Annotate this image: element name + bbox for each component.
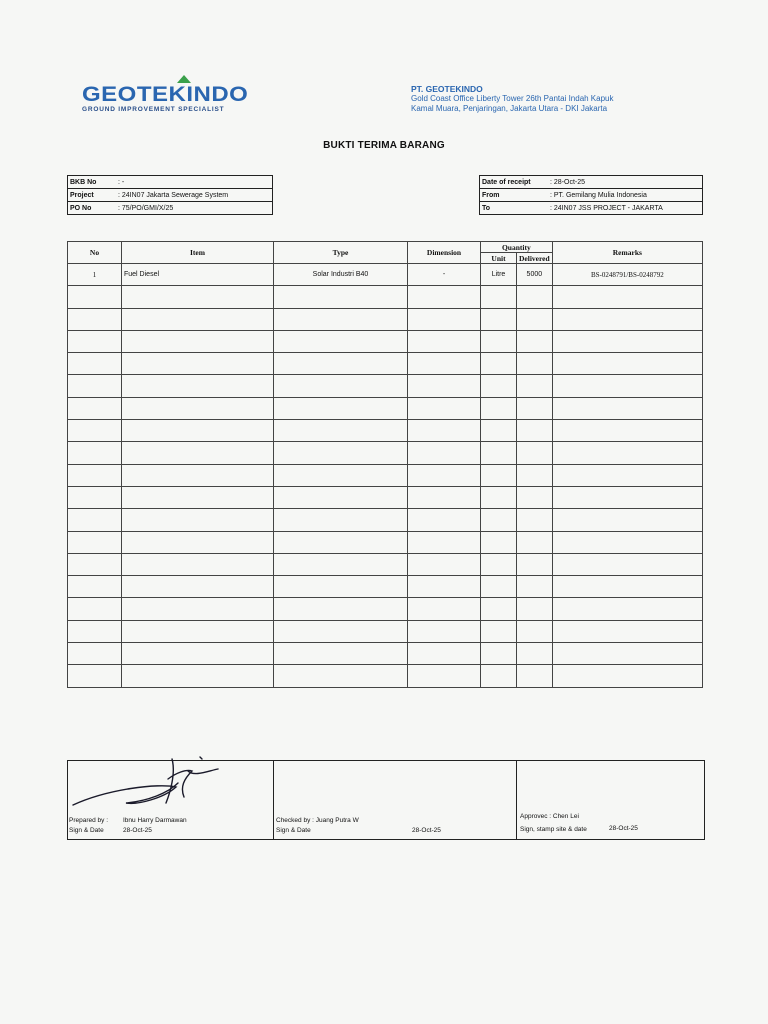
cell-unit xyxy=(481,330,517,352)
cell-unit xyxy=(481,397,517,419)
info-label: BKB No xyxy=(68,176,117,189)
checked-sign-label: Sign & Date xyxy=(276,827,311,834)
cell-type xyxy=(274,553,408,575)
cell-delivered xyxy=(517,665,553,687)
approved-by-cell xyxy=(516,761,704,839)
cell-remarks xyxy=(552,486,702,508)
cell-type xyxy=(274,375,408,397)
cell-type xyxy=(274,442,408,464)
info-value: : 24IN07 JSS PROJECT - JAKARTA xyxy=(548,202,703,215)
header-quantity: Quantity xyxy=(481,242,553,253)
cell-delivered xyxy=(517,531,553,553)
cell-remarks: BS-0248791/BS-0248792 xyxy=(552,264,702,286)
cell-unit xyxy=(481,598,517,620)
cell-remarks xyxy=(552,330,702,352)
cell-unit xyxy=(481,553,517,575)
checked-label: Checked by : Juang Putra W xyxy=(276,817,359,824)
cell-no xyxy=(68,643,122,665)
cell-type: Solar Industri B40 xyxy=(274,264,408,286)
cell-dimension xyxy=(408,576,481,598)
cell-delivered: 5000 xyxy=(517,264,553,286)
company-logo xyxy=(82,82,248,113)
cell-dimension xyxy=(408,464,481,486)
header-type: Type xyxy=(274,242,408,264)
address-line-1: Gold Coast Office Liberty Tower 26th Pantai Indah Kapuk xyxy=(411,94,614,103)
cell-item xyxy=(122,464,274,486)
cell-item xyxy=(122,330,274,352)
cell-no xyxy=(68,330,122,352)
info-row-to xyxy=(480,202,703,215)
cell-type xyxy=(274,665,408,687)
table-row xyxy=(68,576,703,598)
company-name: PT. GEOTEKINDO xyxy=(411,84,483,94)
cell-item: Fuel Diesel xyxy=(122,264,274,286)
table-row xyxy=(68,643,703,665)
cell-type xyxy=(274,397,408,419)
cell-remarks xyxy=(552,464,702,486)
right-info-table xyxy=(479,175,703,215)
cell-remarks xyxy=(552,420,702,442)
info-row-bkb xyxy=(68,176,273,189)
table-row xyxy=(68,531,703,553)
table-row xyxy=(68,509,703,531)
cell-no xyxy=(68,576,122,598)
cell-delivered xyxy=(517,353,553,375)
cell-unit xyxy=(481,375,517,397)
cell-remarks xyxy=(552,598,702,620)
cell-dimension xyxy=(408,397,481,419)
handwritten-signature-icon xyxy=(68,753,248,823)
cell-item xyxy=(122,286,274,308)
cell-dimension xyxy=(408,509,481,531)
cell-item xyxy=(122,353,274,375)
cell-delivered xyxy=(517,308,553,330)
info-value: : - xyxy=(116,176,273,189)
cell-item xyxy=(122,308,274,330)
cell-dimension: - xyxy=(408,264,481,286)
cell-dimension xyxy=(408,353,481,375)
cell-no xyxy=(68,286,122,308)
cell-unit xyxy=(481,531,517,553)
logo-tagline: GROUND IMPROVEMENT SPECIALIST xyxy=(82,106,225,113)
cell-item xyxy=(122,598,274,620)
cell-unit xyxy=(481,665,517,687)
info-row-date xyxy=(480,176,703,189)
signature-block xyxy=(67,760,705,840)
cell-remarks xyxy=(552,442,702,464)
header-item: Item xyxy=(122,242,274,264)
cell-delivered xyxy=(517,553,553,575)
cell-dimension xyxy=(408,598,481,620)
table-row xyxy=(68,486,703,508)
cell-type xyxy=(274,531,408,553)
cell-delivered xyxy=(517,598,553,620)
cell-remarks xyxy=(552,553,702,575)
cell-remarks xyxy=(552,643,702,665)
cell-item xyxy=(122,375,274,397)
cell-type xyxy=(274,308,408,330)
cell-type xyxy=(274,330,408,352)
table-row xyxy=(68,264,703,286)
cell-remarks xyxy=(552,665,702,687)
cell-no xyxy=(68,665,122,687)
table-row xyxy=(68,308,703,330)
cell-item xyxy=(122,643,274,665)
cell-delivered xyxy=(517,643,553,665)
items-table xyxy=(67,241,703,688)
cell-delivered xyxy=(517,286,553,308)
info-row-po xyxy=(68,202,273,215)
cell-unit: Litre xyxy=(481,264,517,286)
approved-date: 28-Oct-25 xyxy=(609,825,638,832)
info-label: From xyxy=(480,189,549,202)
cell-remarks xyxy=(552,397,702,419)
cell-no xyxy=(68,442,122,464)
cell-remarks xyxy=(552,576,702,598)
cell-remarks xyxy=(552,531,702,553)
cell-item xyxy=(122,397,274,419)
cell-dimension xyxy=(408,308,481,330)
table-row xyxy=(68,375,703,397)
checked-date: 28-Oct-25 xyxy=(412,827,441,834)
cell-no xyxy=(68,397,122,419)
info-label: To xyxy=(480,202,549,215)
cell-unit xyxy=(481,308,517,330)
cell-item xyxy=(122,531,274,553)
cell-remarks xyxy=(552,286,702,308)
cell-remarks xyxy=(552,308,702,330)
cell-type xyxy=(274,286,408,308)
cell-unit xyxy=(481,464,517,486)
cell-dimension xyxy=(408,553,481,575)
approved-sign-label: Sign, stamp site & date xyxy=(520,826,587,833)
table-row xyxy=(68,553,703,575)
cell-no xyxy=(68,509,122,531)
cell-type xyxy=(274,486,408,508)
cell-unit xyxy=(481,643,517,665)
cell-no xyxy=(68,620,122,642)
header-unit: Unit xyxy=(481,253,517,264)
cell-no xyxy=(68,531,122,553)
cell-dimension xyxy=(408,643,481,665)
left-info-table xyxy=(67,175,273,215)
header-delivered: Delivered xyxy=(517,253,553,264)
cell-no xyxy=(68,420,122,442)
cell-unit xyxy=(481,509,517,531)
info-value: : PT. Gemilang Mulia Indonesia xyxy=(548,189,703,202)
header-dimension: Dimension xyxy=(408,242,481,264)
cell-no xyxy=(68,553,122,575)
cell-remarks xyxy=(552,375,702,397)
cell-dimension xyxy=(408,620,481,642)
cell-dimension xyxy=(408,420,481,442)
info-value: : 24IN07 Jakarta Sewerage System xyxy=(116,189,273,202)
logo-text: GEOTEKINDO xyxy=(82,82,249,107)
cell-no xyxy=(68,464,122,486)
prepared-by-cell xyxy=(68,761,273,839)
cell-delivered xyxy=(517,420,553,442)
cell-unit xyxy=(481,286,517,308)
cell-delivered xyxy=(517,509,553,531)
info-row-project xyxy=(68,189,273,202)
table-row xyxy=(68,353,703,375)
document-title: BUKTI TERIMA BARANG xyxy=(323,140,445,151)
info-value: : 75/PO/GMI/X/25 xyxy=(116,202,273,215)
cell-no xyxy=(68,353,122,375)
cell-type xyxy=(274,464,408,486)
cell-delivered xyxy=(517,576,553,598)
cell-item xyxy=(122,620,274,642)
company-address-block xyxy=(411,84,614,114)
info-row-from xyxy=(480,189,703,202)
cell-delivered xyxy=(517,397,553,419)
cell-unit xyxy=(481,353,517,375)
cell-dimension xyxy=(408,531,481,553)
cell-no xyxy=(68,598,122,620)
cell-no xyxy=(68,375,122,397)
header-no: No xyxy=(68,242,122,264)
info-label: Date of receipt xyxy=(480,176,549,189)
header-remarks: Remarks xyxy=(552,242,702,264)
cell-unit xyxy=(481,576,517,598)
cell-item xyxy=(122,486,274,508)
cell-no xyxy=(68,308,122,330)
cell-item xyxy=(122,553,274,575)
cell-delivered xyxy=(517,442,553,464)
cell-dimension xyxy=(408,375,481,397)
cell-delivered xyxy=(517,330,553,352)
cell-dimension xyxy=(408,486,481,508)
cell-type xyxy=(274,576,408,598)
cell-type xyxy=(274,598,408,620)
cell-type xyxy=(274,643,408,665)
cell-item xyxy=(122,665,274,687)
approved-label: Approvec : Chen Lei xyxy=(520,813,579,820)
cell-dimension xyxy=(408,442,481,464)
cell-no: 1 xyxy=(68,264,122,286)
table-row xyxy=(68,286,703,308)
cell-type xyxy=(274,353,408,375)
table-row xyxy=(68,442,703,464)
cell-delivered xyxy=(517,486,553,508)
cell-remarks xyxy=(552,620,702,642)
cell-dimension xyxy=(408,330,481,352)
cell-unit xyxy=(481,442,517,464)
table-row xyxy=(68,420,703,442)
cell-item xyxy=(122,442,274,464)
prepared-name: Ibnu Harry Darmawan xyxy=(123,817,187,824)
info-label: Project xyxy=(68,189,117,202)
cell-unit xyxy=(481,486,517,508)
cell-delivered xyxy=(517,464,553,486)
table-row xyxy=(68,665,703,687)
cell-unit xyxy=(481,420,517,442)
cell-remarks xyxy=(552,509,702,531)
info-label: PO No xyxy=(68,202,117,215)
cell-remarks xyxy=(552,353,702,375)
table-row xyxy=(68,620,703,642)
cell-item xyxy=(122,509,274,531)
address-line-2: Kamal Muara, Penjaringan, Jakarta Utara - DKI Jakarta xyxy=(411,104,608,113)
cell-type xyxy=(274,509,408,531)
table-row xyxy=(68,397,703,419)
table-row xyxy=(68,330,703,352)
cell-no xyxy=(68,486,122,508)
cell-unit xyxy=(481,620,517,642)
table-row xyxy=(68,598,703,620)
cell-dimension xyxy=(408,286,481,308)
prepared-label: Prepared by : xyxy=(69,817,109,824)
prepared-date: 28-Oct-25 xyxy=(123,827,152,834)
cell-item xyxy=(122,576,274,598)
checked-by-cell xyxy=(273,761,517,839)
cell-delivered xyxy=(517,620,553,642)
cell-dimension xyxy=(408,665,481,687)
table-row xyxy=(68,464,703,486)
info-value: : 28-Oct-25 xyxy=(548,176,703,189)
cell-type xyxy=(274,620,408,642)
prepared-sign-label: Sign & Date xyxy=(69,827,104,834)
cell-item xyxy=(122,420,274,442)
cell-type xyxy=(274,420,408,442)
cell-delivered xyxy=(517,375,553,397)
